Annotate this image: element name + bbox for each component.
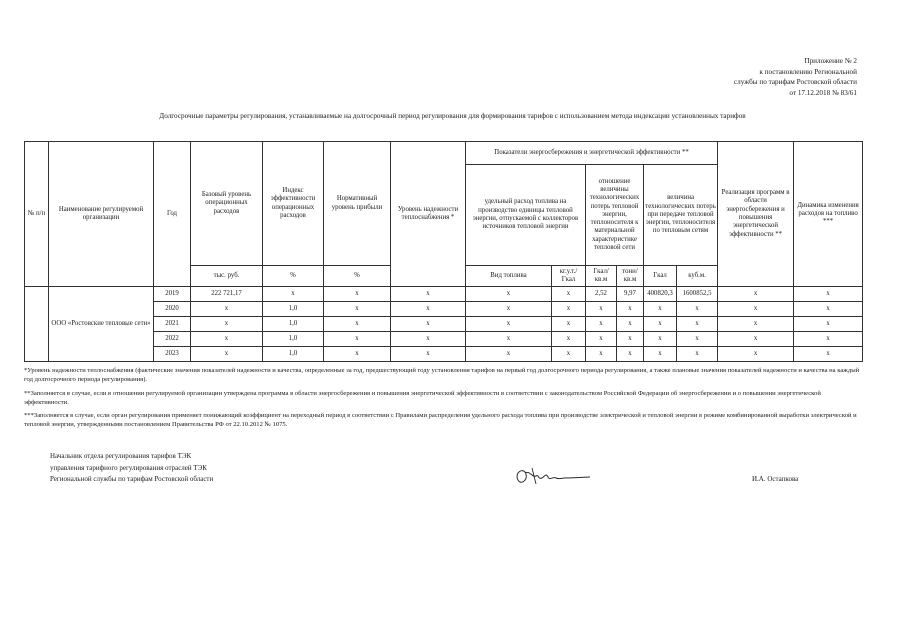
cell-programs: x bbox=[718, 317, 794, 332]
header-year: Год bbox=[154, 142, 191, 287]
cell-base: x bbox=[191, 347, 263, 362]
cell-losses-2: x bbox=[677, 317, 718, 332]
cell-losses-2: x bbox=[677, 347, 718, 362]
cell-profit: x bbox=[324, 347, 391, 362]
cell-index: 1,0 bbox=[263, 332, 324, 347]
header-energy-group: Показатели энергосбережения и энергетической эффективности ** bbox=[466, 142, 718, 165]
signatory-line-3: Региональной службы по тарифам Ростовской области bbox=[50, 475, 214, 484]
cell-year: 2022 bbox=[154, 332, 191, 347]
cell-index: 1,0 bbox=[263, 347, 324, 362]
cell-profit: x bbox=[324, 287, 391, 302]
cell-fuel-value: x bbox=[552, 317, 586, 332]
signatory-title bbox=[50, 451, 213, 486]
organization-name: ООО «Ростовские тепловые сети» bbox=[49, 287, 154, 362]
unit-ratio: Гкал/ кв.м bbox=[586, 266, 617, 287]
handwritten-signature bbox=[512, 464, 594, 490]
unit-losses: Гкал bbox=[644, 266, 677, 287]
unit-base: тыс. руб. bbox=[191, 266, 263, 287]
unit-losses-2: куб.м. bbox=[677, 266, 718, 287]
cell-losses: x bbox=[644, 317, 677, 332]
cell-ratio-2: x bbox=[617, 332, 644, 347]
cell-ratio: x bbox=[586, 332, 617, 347]
cell-fuel-value: x bbox=[552, 347, 586, 362]
header-losses: величина технологических потерь при передаче тепловой энергии, теплоносителя по тепловым сетям bbox=[644, 165, 718, 266]
header-ratio: отношение величины технологических потерь тепловой энергии, теплоносителя к материальной характеристике тепловой сети bbox=[586, 165, 644, 266]
cell-ratio: x bbox=[586, 302, 617, 317]
cell-fuel-type: x bbox=[466, 347, 552, 362]
cell-programs: x bbox=[718, 347, 794, 362]
cell-ratio: x bbox=[586, 317, 617, 332]
cell-losses-2: 1600852,5 bbox=[677, 287, 718, 302]
cell-losses-2: x bbox=[677, 332, 718, 347]
cell-fuel-type: x bbox=[466, 332, 552, 347]
cell-year: 2020 bbox=[154, 302, 191, 317]
header-dynamics: Динамика изменения расходов на топливо *** bbox=[794, 142, 863, 287]
cell-base: x bbox=[191, 302, 263, 317]
unit-ratio-2: тонн/кв.м bbox=[617, 266, 644, 287]
cell-losses: x bbox=[644, 302, 677, 317]
header-num: № п/п bbox=[25, 142, 49, 287]
unit-fuel-type: Вид топлива bbox=[466, 266, 552, 287]
regulation-parameters-table bbox=[24, 141, 863, 362]
footnote-reliability: *Уровень надежности теплоснабжения (фактические значения показателей надежности и качества, определенные за год, предшествующий году установления тарифов на первый год долгосрочного периода регулирования, а также плановые значения показателей надежности и качества на каждый год долгосрочного периода регулирования). bbox=[24, 367, 860, 384]
signatory-name: И.А. Остапкова bbox=[752, 475, 799, 483]
cell-profit: x bbox=[324, 332, 391, 347]
cell-reliability: x bbox=[391, 317, 466, 332]
table-row bbox=[25, 287, 863, 302]
cell-ratio-2: x bbox=[617, 302, 644, 317]
row-num-cell bbox=[25, 287, 49, 362]
appendix-block bbox=[734, 56, 857, 98]
cell-dynamics: x bbox=[794, 302, 863, 317]
cell-ratio-2: x bbox=[617, 347, 644, 362]
document-heading: Долгосрочные параметры регулирования, устанавливаемые на долгосрочный период регулирования для формирования тарифов с использованием метода индексации установленных тарифов bbox=[159, 112, 746, 120]
cell-dynamics: x bbox=[794, 347, 863, 362]
cell-losses: 400820,3 bbox=[644, 287, 677, 302]
cell-index: x bbox=[263, 287, 324, 302]
cell-reliability: x bbox=[391, 302, 466, 317]
signatory-line-2: управления тарифного регулирования отраслей ТЭК bbox=[50, 463, 207, 472]
cell-fuel-type: x bbox=[466, 302, 552, 317]
cell-dynamics: x bbox=[794, 317, 863, 332]
unit-fuel: кг.у.т./Гкал bbox=[552, 266, 586, 287]
header-base: Базовый уровень операционных расходов bbox=[191, 142, 263, 266]
cell-fuel-type: x bbox=[466, 317, 552, 332]
footnote-energy-program: **Заполняется в случае, если в отношении регулируемой организации утверждена программа в области энергосбережения и повышения энергетической эффективности в соответствии с законодательством Российской Федерации об энергосбережении и о повышении энергетической эффективности. bbox=[24, 389, 821, 406]
cell-ratio: x bbox=[586, 347, 617, 362]
cell-year: 2019 bbox=[154, 287, 191, 302]
cell-programs: x bbox=[718, 302, 794, 317]
cell-fuel-value: x bbox=[552, 332, 586, 347]
cell-fuel-value: x bbox=[552, 287, 586, 302]
cell-year: 2021 bbox=[154, 317, 191, 332]
cell-losses: x bbox=[644, 347, 677, 362]
cell-ratio: 2,52 bbox=[586, 287, 617, 302]
cell-programs: x bbox=[718, 332, 794, 347]
footnotes bbox=[24, 366, 862, 434]
cell-year: 2023 bbox=[154, 347, 191, 362]
cell-fuel-value: x bbox=[552, 302, 586, 317]
header-reliability: Уровень надежности теплоснабжения * bbox=[391, 142, 466, 287]
cell-reliability: x bbox=[391, 347, 466, 362]
cell-index: 1,0 bbox=[263, 302, 324, 317]
cell-profit: x bbox=[324, 317, 391, 332]
appendix-line-4: от 17.12.2018 № 83/61 bbox=[789, 88, 857, 97]
cell-base: 222 721,17 bbox=[191, 287, 263, 302]
cell-fuel-type: x bbox=[466, 287, 552, 302]
header-profit: Нормативный уровень прибыли bbox=[324, 142, 391, 266]
cell-profit: x bbox=[324, 302, 391, 317]
cell-base: x bbox=[191, 332, 263, 347]
signatory-line-1: Начальник отдела регулирования тарифов ТЭК bbox=[50, 452, 192, 460]
cell-base: x bbox=[191, 317, 263, 332]
unit-profit: % bbox=[324, 266, 391, 287]
cell-index: 1,0 bbox=[263, 317, 324, 332]
footnote-fuel-coefficient: ***Заполняется в случае, если орган регулирования применяет понижающий коэффициент на переходный период в соответствии с Правилами распределения удельного расхода топлива при производстве электрической и тепловой энергии в режиме комбинированной выработки электрической и тепловой энергии, утвержденными постановлением Правительства РФ от 22.10.2012 № 1075. bbox=[24, 412, 857, 429]
header-fuel: удельный расход топлива на производство единицы тепловой энергии, отпускаемой с коллекторов источников тепловой энергии bbox=[466, 165, 586, 266]
cell-reliability: x bbox=[391, 332, 466, 347]
cell-dynamics: x bbox=[794, 287, 863, 302]
appendix-line-2: к постановлению Региональной bbox=[759, 67, 857, 76]
cell-ratio-2: x bbox=[617, 317, 644, 332]
cell-losses-2: x bbox=[677, 302, 718, 317]
unit-index: % bbox=[263, 266, 324, 287]
appendix-line-3: службы по тарифам Ростовской области bbox=[733, 78, 857, 87]
header-programs: Реализация программ в области энергосбережения и повышения энергетической эффективности ** bbox=[718, 142, 794, 287]
header-org: Наименование регулируемой организации bbox=[49, 142, 154, 287]
cell-programs: x bbox=[718, 287, 794, 302]
cell-dynamics: x bbox=[794, 332, 863, 347]
appendix-line-1: Приложение № 2 bbox=[804, 57, 857, 65]
header-index: Индекс эффективности операционных расходов bbox=[263, 142, 324, 266]
cell-losses: x bbox=[644, 332, 677, 347]
cell-ratio-2: 9,97 bbox=[617, 287, 644, 302]
cell-reliability: x bbox=[391, 287, 466, 302]
